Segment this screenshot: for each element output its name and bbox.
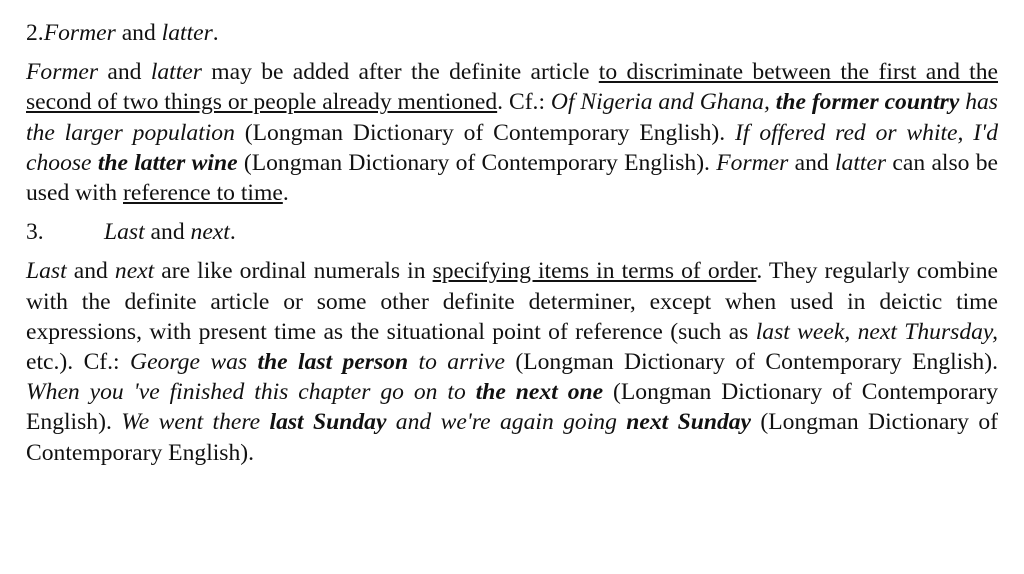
example-emphasis: last Sunday <box>269 409 387 436</box>
text-segment: and <box>788 149 835 176</box>
text-segment: etc.). Cf.: <box>26 349 131 376</box>
source-citation: (Longman Dictionary of Contemporary English). <box>237 149 717 176</box>
heading-term-next: next <box>190 219 230 246</box>
source-citation: (Longman Dictionary of Contemporary English). <box>26 379 998 436</box>
text-segment: Last <box>26 258 67 285</box>
heading-term-last: Last <box>104 219 145 246</box>
source-citation: (Longman Dictionary of Contemporary English). <box>26 409 998 466</box>
text-segment: latter <box>150 59 202 86</box>
text-segment: latter <box>835 149 887 176</box>
section-3-number: 3. <box>26 219 44 246</box>
section-2-number: 2. <box>26 20 44 46</box>
source-citation: (Longman Dictionary of Contemporary English). <box>504 349 998 376</box>
heading-end: . <box>212 20 219 46</box>
heading-term-former: Former <box>43 20 116 46</box>
source-citation: (Longman Dictionary of Contemporary English). <box>234 119 736 146</box>
example-segment: to arrive <box>408 349 505 376</box>
example-segment: has the larger population <box>26 89 998 146</box>
text-segment: next <box>114 258 155 285</box>
example-segment: Of Nigeria and Ghana, <box>550 89 776 116</box>
example-emphasis: next Sunday <box>626 409 752 436</box>
text-segment: can also be used with <box>26 149 999 207</box>
example-segment: If offered red or white, I'd choose <box>26 119 998 176</box>
section-3-heading <box>26 217 998 247</box>
example-emphasis: the next one <box>475 379 604 406</box>
heading-end: . <box>229 219 236 246</box>
underlined-definition: to discriminate between the first and the second of two things or people already mentioned <box>26 59 999 116</box>
example-emphasis: the former country <box>775 89 960 116</box>
section-3-paragraph <box>26 256 998 467</box>
example-segment: When you 've finished this chapter go on to <box>26 379 476 406</box>
example-segment: We went there <box>121 409 270 436</box>
heading-conjunction: and <box>115 20 162 46</box>
text-segment: . <box>282 180 289 207</box>
text-segment: may be added after the definite article <box>201 59 599 86</box>
text-segment: . They regularly combine with the definite article or some other definite determiner, except when used in deictic time expressions, with present time as the situational point of reference (such as <box>26 258 998 345</box>
example-segment: last week, next Thursday, <box>755 318 998 345</box>
heading-conjunction: and <box>144 219 191 246</box>
example-emphasis: the last person <box>257 349 409 376</box>
text-segment: . Cf.: <box>497 89 551 116</box>
text-segment: Former <box>26 59 99 86</box>
example-segment: George was <box>130 349 258 376</box>
text-segment: are like ordinal numerals in <box>154 258 433 285</box>
heading-term-latter: latter <box>161 20 213 46</box>
document-page <box>26 18 998 468</box>
text-segment: and <box>66 258 115 285</box>
underlined-definition: specifying items in terms of order <box>432 258 757 285</box>
underlined-definition: reference to time <box>123 180 283 207</box>
text-segment: and <box>98 59 151 86</box>
example-segment: and we're again going <box>386 409 627 436</box>
section-2-heading <box>26 18 998 48</box>
text-segment: Former <box>716 149 789 176</box>
example-emphasis: the latter wine <box>97 149 238 176</box>
section-2-paragraph <box>26 57 998 208</box>
